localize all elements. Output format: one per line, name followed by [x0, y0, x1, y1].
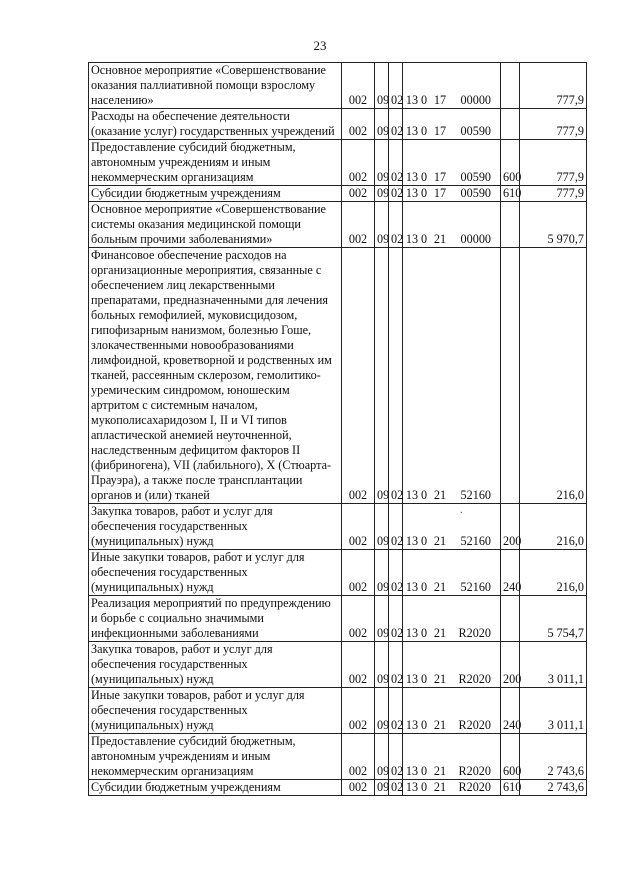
- target-program: 13: [405, 780, 419, 794]
- target-direction: 52160: [460, 534, 491, 548]
- code-target: [403, 734, 501, 780]
- target-direction: 00590: [460, 124, 491, 138]
- code-subsection: 02: [389, 688, 403, 734]
- code-section: 09: [375, 780, 389, 796]
- code-section: 09: [375, 186, 389, 202]
- target-program: 13: [405, 124, 419, 138]
- target-direction: 00000: [460, 93, 491, 107]
- target-subprogram: 0: [420, 764, 428, 778]
- code-subsection: 02: [389, 109, 403, 140]
- code-expense-type: 200: [501, 642, 520, 688]
- code-target: [403, 186, 501, 202]
- target-program: 13: [405, 764, 419, 778]
- target-subprogram: 0: [420, 718, 428, 732]
- code-grbs: 002: [342, 688, 375, 734]
- table-row: [89, 504, 587, 550]
- row-amount: 777,9: [520, 186, 587, 202]
- row-name: Основное мероприятие «Совершенствование оказания паллиативной помощи взрослому населению»: [89, 63, 342, 109]
- target-subprogram: 0: [420, 672, 428, 686]
- row-name: Основное мероприятие «Совершенствование системы оказания медицинской помощи больным прочими заболеваниями»: [89, 202, 342, 248]
- row-amount: 777,9: [520, 63, 587, 109]
- row-name: Предоставление субсидий бюджетным, автономным учреждениям и иным некоммерческим организациям: [89, 734, 342, 780]
- code-target: [403, 780, 501, 796]
- code-grbs: 002: [342, 780, 375, 796]
- target-main-event: 21: [433, 626, 447, 640]
- code-target: [403, 504, 501, 550]
- code-expense-type: 610: [501, 780, 520, 796]
- code-section: 09: [375, 109, 389, 140]
- target-subprogram: 0: [420, 488, 428, 502]
- target-subprogram: 0: [420, 232, 428, 246]
- code-expense-type: 240: [501, 550, 520, 596]
- code-expense-type: 240: [501, 688, 520, 734]
- code-subsection: 02: [389, 140, 403, 186]
- target-main-event: 17: [433, 124, 447, 138]
- target-subprogram: 0: [420, 170, 428, 184]
- target-main-event: 21: [433, 718, 447, 732]
- code-target: [403, 202, 501, 248]
- row-amount: 2 743,6: [520, 734, 587, 780]
- code-target: [403, 140, 501, 186]
- code-section: 09: [375, 248, 389, 504]
- budget-table: [88, 62, 587, 796]
- code-section: 09: [375, 642, 389, 688]
- target-program: 13: [405, 488, 419, 502]
- target-main-event: 21: [433, 764, 447, 778]
- table-row: [89, 642, 587, 688]
- target-subprogram: 0: [420, 93, 428, 107]
- target-subprogram: 0: [420, 534, 428, 548]
- code-grbs: 002: [342, 596, 375, 642]
- code-section: 09: [375, 596, 389, 642]
- target-main-event: 21: [433, 232, 447, 246]
- target-main-event: 21: [433, 672, 447, 686]
- target-program: 13: [405, 93, 419, 107]
- code-section: 09: [375, 734, 389, 780]
- code-target: [403, 596, 501, 642]
- code-grbs: 002: [342, 550, 375, 596]
- code-target: [403, 688, 501, 734]
- table-row: [89, 780, 587, 796]
- row-name: Субсидии бюджетным учреждениям: [89, 186, 342, 202]
- code-subsection: 02: [389, 596, 403, 642]
- code-target: [403, 63, 501, 109]
- code-grbs: 002: [342, 248, 375, 504]
- row-name: Закупка товаров, работ и услуг для обеспечения государственных (муниципальных) нужд: [89, 504, 342, 550]
- code-grbs: 002: [342, 202, 375, 248]
- code-subsection: 02: [389, 202, 403, 248]
- row-amount: 5 754,7: [520, 596, 587, 642]
- code-expense-type: [501, 596, 520, 642]
- row-amount: 3 011,1: [520, 688, 587, 734]
- code-subsection: 02: [389, 780, 403, 796]
- target-main-event: 17: [433, 93, 447, 107]
- target-subprogram: 0: [420, 780, 428, 794]
- target-direction: 00000: [460, 232, 491, 246]
- code-subsection: 02: [389, 642, 403, 688]
- target-direction: R2020: [458, 626, 491, 640]
- target-subprogram: 0: [420, 626, 428, 640]
- table-row: [89, 596, 587, 642]
- target-program: 13: [405, 626, 419, 640]
- target-direction: 00590: [460, 186, 491, 200]
- row-name: Субсидии бюджетным учреждениям: [89, 780, 342, 796]
- table-row: [89, 248, 587, 504]
- target-direction: R2020: [458, 764, 491, 778]
- target-main-event: 17: [433, 186, 447, 200]
- row-amount: 216,0: [520, 504, 587, 550]
- table-row: [89, 140, 587, 186]
- code-grbs: 002: [342, 186, 375, 202]
- row-name: Предоставление субсидий бюджетным, автономным учреждениям и иным некоммерческим организациям: [89, 140, 342, 186]
- code-subsection: 02: [389, 734, 403, 780]
- row-amount: 3 011,1: [520, 642, 587, 688]
- code-section: 09: [375, 550, 389, 596]
- code-expense-type: 600: [501, 734, 520, 780]
- row-amount: 777,9: [520, 109, 587, 140]
- table-row: [89, 186, 587, 202]
- target-program: 13: [405, 580, 419, 594]
- code-grbs: 002: [342, 642, 375, 688]
- code-grbs: 002: [342, 63, 375, 109]
- row-amount: 2 743,6: [520, 780, 587, 796]
- row-name: Расходы на обеспечение деятельности (оказание услуг) государственных учреждений: [89, 109, 342, 140]
- code-expense-type: 600: [501, 140, 520, 186]
- target-program: 13: [405, 672, 419, 686]
- code-grbs: 002: [342, 504, 375, 550]
- code-subsection: 02: [389, 186, 403, 202]
- target-direction: R2020: [458, 672, 491, 686]
- row-name: Иные закупки товаров, работ и услуг для обеспечения государственных (муниципальных) нужд: [89, 550, 342, 596]
- row-name: Закупка товаров, работ и услуг для обеспечения государственных (муниципальных) нужд: [89, 642, 342, 688]
- code-section: 09: [375, 202, 389, 248]
- target-subprogram: 0: [420, 186, 428, 200]
- target-direction: 52160: [460, 580, 491, 594]
- target-main-event: 21: [433, 780, 447, 794]
- code-expense-type: [501, 109, 520, 140]
- code-grbs: 002: [342, 109, 375, 140]
- target-main-event: 21: [433, 488, 447, 502]
- target-direction: 52160: [460, 488, 491, 502]
- code-grbs: 002: [342, 140, 375, 186]
- table-row: [89, 550, 587, 596]
- code-section: 09: [375, 140, 389, 186]
- row-amount: 777,9: [520, 140, 587, 186]
- code-expense-type: [501, 202, 520, 248]
- code-expense-type: [501, 63, 520, 109]
- row-amount: 5 970,7: [520, 202, 587, 248]
- page-number: 23: [313, 38, 327, 53]
- code-target: [403, 550, 501, 596]
- target-program: 13: [405, 718, 419, 732]
- row-name: Иные закупки товаров, работ и услуг для обеспечения государственных (муниципальных) нужд: [89, 688, 342, 734]
- code-expense-type: [501, 248, 520, 504]
- code-grbs: 002: [342, 734, 375, 780]
- target-direction: R2020: [458, 718, 491, 732]
- table-row: [89, 202, 587, 248]
- code-target: [403, 109, 501, 140]
- row-name: Реализация мероприятий по предупреждению и борьбе с социально значимыми инфекционными заболеваниями: [89, 596, 342, 642]
- stray-mark: .: [460, 505, 463, 516]
- code-section: 09: [375, 63, 389, 109]
- target-program: 13: [405, 232, 419, 246]
- table-row: [89, 63, 587, 109]
- target-main-event: 21: [433, 534, 447, 548]
- row-amount: 216,0: [520, 550, 587, 596]
- code-target: [403, 248, 501, 504]
- table-row: [89, 688, 587, 734]
- row-name: Финансовое обеспечение расходов на организационные мероприятия, связанные с обеспечением лиц лекарственными препаратами, предназначенными для лечения больных гемофилией, муковисцидозом, гипофизарным нанизмом, болезнью Гоше, злокачественными новообразованиями лимфоидной, кроветворной и родственных им тканей, рассеянным склерозом, гемолитико-уремическим синдромом, юношеским артритом с системным началом, мукополисахаридозом I, II и VI типов апластической анемией неуточненной, наследственным дефицитом факторов II (фибриногена), VII (лабильного), X (Стюарта-Прауэра), а также после трансплантации органов и (или) тканей: [89, 248, 342, 504]
- target-main-event: 21: [433, 580, 447, 594]
- code-subsection: 02: [389, 550, 403, 596]
- code-subsection: 02: [389, 63, 403, 109]
- code-target: [403, 642, 501, 688]
- code-subsection: 02: [389, 248, 403, 504]
- code-expense-type: 610: [501, 186, 520, 202]
- target-program: 13: [405, 186, 419, 200]
- code-subsection: 02: [389, 504, 403, 550]
- table-row: [89, 734, 587, 780]
- row-amount: 216,0: [520, 248, 587, 504]
- code-expense-type: 200: [501, 504, 520, 550]
- target-program: 13: [405, 534, 419, 548]
- code-section: 09: [375, 504, 389, 550]
- target-main-event: 17: [433, 170, 447, 184]
- target-subprogram: 0: [420, 124, 428, 138]
- target-direction: 00590: [460, 170, 491, 184]
- target-subprogram: 0: [420, 580, 428, 594]
- table-row: [89, 109, 587, 140]
- code-section: 09: [375, 688, 389, 734]
- target-direction: R2020: [458, 780, 491, 794]
- target-program: 13: [405, 170, 419, 184]
